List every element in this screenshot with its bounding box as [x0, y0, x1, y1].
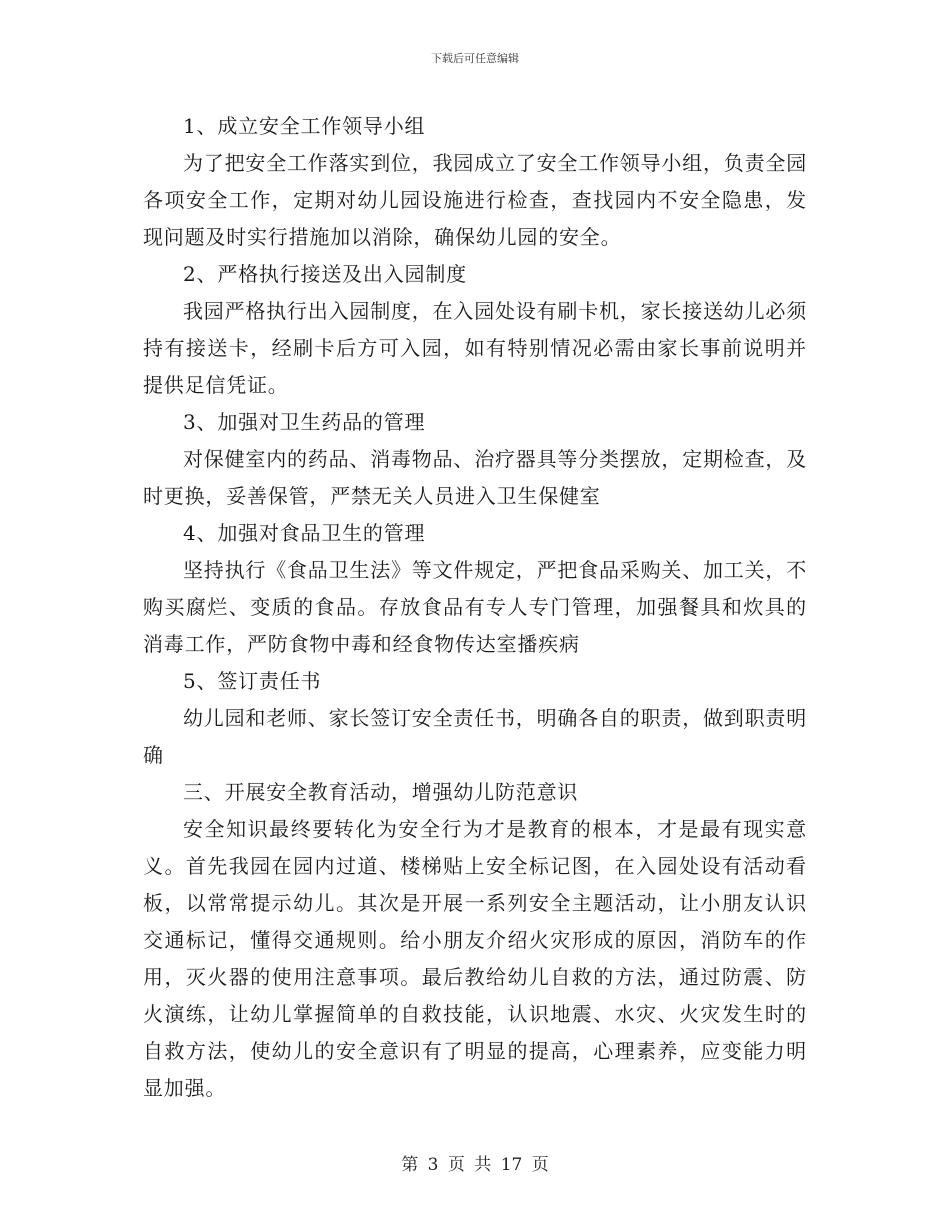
- section-heading: 三、开展安全教育活动，增强幼儿防范意识: [183, 780, 579, 804]
- section-heading: 2、严格执行接送及出入园制度: [183, 262, 467, 286]
- paragraph: 为了把安全工作落实到位，我园成立了安全工作领导小组，负责全园各项安全工作，定期对幼儿园设施进行检查，查找园内不安全隐患，发现问题及时实行措施加以消除，确保幼儿园的安全。: [143, 151, 807, 249]
- section-heading: 3、加强对卫生药品的管理: [183, 410, 426, 434]
- paragraph: 幼儿园和老师、家长签订安全责任书，明确各自的职责，做到职责明确: [143, 706, 807, 767]
- document-body: [143, 108, 807, 1107]
- section-heading: 4、加强对食品卫生的管理: [183, 521, 426, 545]
- page-number: 第 3 页 共 17 页: [401, 1155, 549, 1175]
- paragraph: 我园严格执行出入园制度，在入园处设有刷卡机，家长接送幼儿必须持有接送卡，经刷卡后方可入园，如有特别情况必需由家长事前说明并提供足信凭证。: [143, 299, 807, 397]
- page-header-note: 下载后可任意编辑: [431, 52, 519, 65]
- section-heading: 5、签订责任书: [183, 669, 322, 693]
- paragraph: 对保健室内的药品、消毒物品、治疗器具等分类摆放，定期检查，及时更换，妥善保管，严禁无关人员进入卫生保健室: [143, 447, 807, 508]
- section-heading: 1、成立安全工作领导小组: [183, 114, 426, 138]
- paragraph: 坚持执行《食品卫生法》等文件规定，严把食品采购关、加工关，不购买腐烂、变质的食品。存放食品有专人专门管理，加强餐具和炊具的消毒工作，严防食物中毒和经食物传达室播疾病: [143, 558, 807, 656]
- paragraph: 安全知识最终要转化为安全行为才是教育的根本，才是最有现实意义。首先我园在园内过道、楼梯贴上安全标记图，在入园处设有活动看板，以常常提示幼儿。其次是开展一系列安全主题活动，让小朋友认识交通标记，懂得交通规则。给小朋友介绍火灾形成的原因，消防车的作用，灭火器的使用注意事项。最后教给幼儿自救的方法，通过防震、防火演练，让幼儿掌握简单的自救技能，认识地震、水灾、火灾发生时的自救方法，使幼儿的安全意识有了明显的提高，心理素养，应变能力明显加强。: [143, 817, 807, 1100]
